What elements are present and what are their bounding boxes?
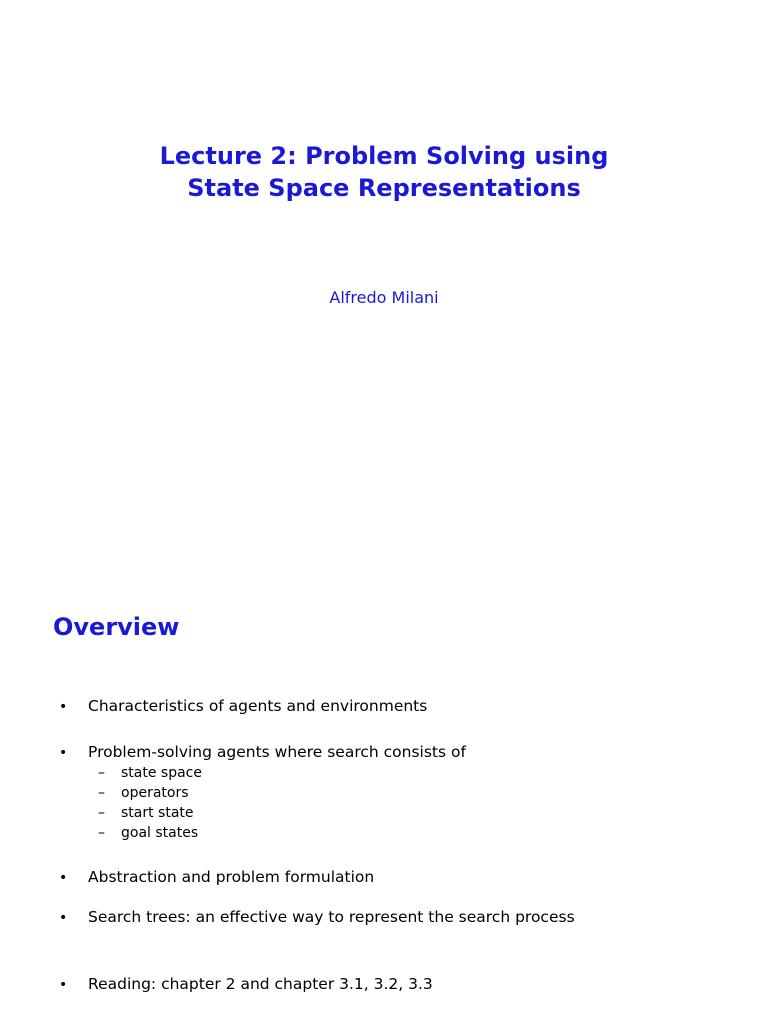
bullet-item	[59, 742, 466, 763]
sub-item-text: start state	[121, 805, 194, 821]
bullet-item	[59, 974, 433, 995]
bullet-icon: •	[59, 870, 68, 886]
bullet-text: Search trees: an effective way to represent the search process	[88, 908, 575, 926]
bullet-item	[59, 867, 374, 888]
sub-item	[98, 763, 202, 783]
sub-item	[98, 803, 194, 823]
author-name: Alfredo Milani	[329, 288, 439, 307]
bullet-item	[59, 696, 427, 717]
bullet-text: Reading: chapter 2 and chapter 3.1, 3.2, 3.3	[88, 975, 433, 993]
slide-title-line-1: Lecture 2: Problem Solving using	[159, 142, 609, 170]
dash-icon: –	[98, 825, 105, 841]
bullet-icon: •	[59, 910, 68, 926]
sub-item	[98, 823, 198, 843]
sub-item	[98, 783, 189, 803]
overview-heading: Overview	[53, 613, 180, 641]
bullet-text: Abstraction and problem formulation	[88, 868, 375, 886]
dash-icon: –	[98, 805, 105, 821]
sub-item-text: state space	[121, 765, 202, 781]
bullet-text: Problem-solving agents where search consists of	[88, 743, 466, 761]
dash-icon: –	[98, 765, 105, 781]
bullet-icon: •	[59, 977, 68, 993]
sub-item-text: goal states	[121, 825, 199, 841]
sub-item-text: operators	[121, 785, 189, 801]
bullet-item	[59, 907, 575, 928]
bullet-icon: •	[59, 745, 68, 761]
bullet-icon: •	[59, 699, 68, 715]
slide-title-line-2: State Space Representations	[187, 174, 581, 202]
dash-icon: –	[98, 785, 105, 801]
bullet-text: Characteristics of agents and environments	[88, 697, 428, 715]
